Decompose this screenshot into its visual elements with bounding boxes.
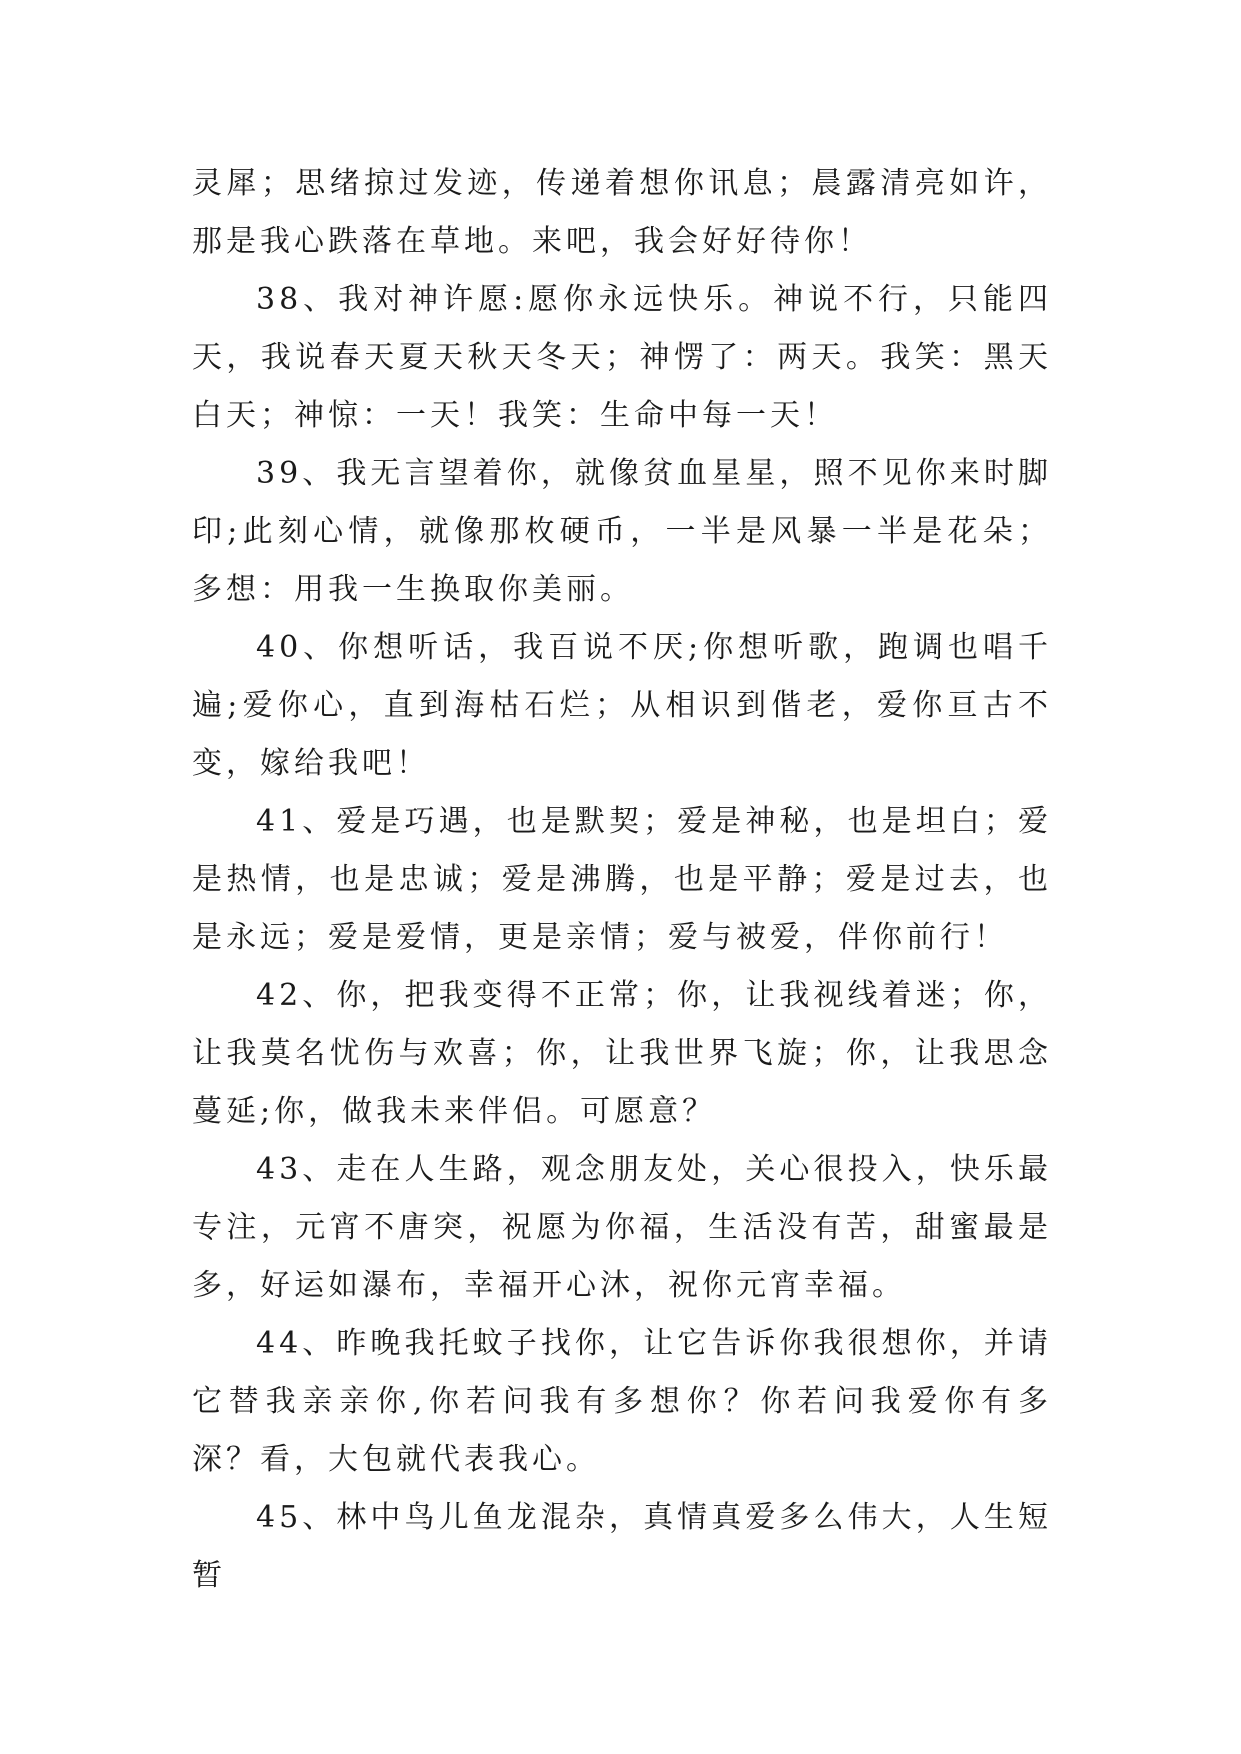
paragraph-40: 40、你想听话，我百说不厌;你想听歌，跑调也唱千遍;爱你心，直到海枯石烂；从相识到偕老，爱你亘古不变，嫁给我吧！ xyxy=(192,630,1052,781)
paragraph-44: 44、昨晚我托蚊子找你，让它告诉你我很想你，并请它替我亲亲你,你若问我有多想你？你若问我爱你有多深？看，大包就代表我心。 xyxy=(192,1326,1052,1477)
paragraph-continuation: 灵犀；思绪掠过发迹，传递着想你讯息；晨露清亮如许，那是我心跌落在草地。来吧，我会好好待你！ xyxy=(192,166,1052,259)
document-body xyxy=(192,155,1052,1605)
paragraph-45: 45、林中鸟儿鱼龙混杂，真情真爱多么伟大，人生短暂 xyxy=(192,1500,1052,1593)
paragraph-42: 42、你，把我变得不正常；你，让我视线着迷；你，让我莫名忧伤与欢喜；你，让我世界飞旋；你，让我思念蔓延;你，做我未来伴侣。可愿意？ xyxy=(192,978,1052,1129)
paragraph-43: 43、走在人生路，观念朋友处，关心很投入，快乐最专注，元宵不唐突，祝愿为你福，生活没有苦，甜蜜最是多，好运如瀑布，幸福开心沐，祝你元宵幸福。 xyxy=(192,1152,1052,1303)
paragraph-38: 38、我对神许愿:愿你永远快乐。神说不行，只能四天，我说春天夏天秋天冬天；神愣了：两天。我笑：黑天白天；神惊：一天！我笑：生命中每一天！ xyxy=(192,282,1052,433)
paragraph-41: 41、爱是巧遇，也是默契；爱是神秘，也是坦白；爱是热情，也是忠诚；爱是沸腾，也是平静；爱是过去，也是永远；爱是爱情，更是亲情；爱与被爱，伴你前行！ xyxy=(192,804,1052,955)
paragraph-39: 39、我无言望着你，就像贫血星星，照不见你来时脚印;此刻心情，就像那枚硬币，一半是风暴一半是花朵；多想：用我一生换取你美丽。 xyxy=(192,456,1052,607)
